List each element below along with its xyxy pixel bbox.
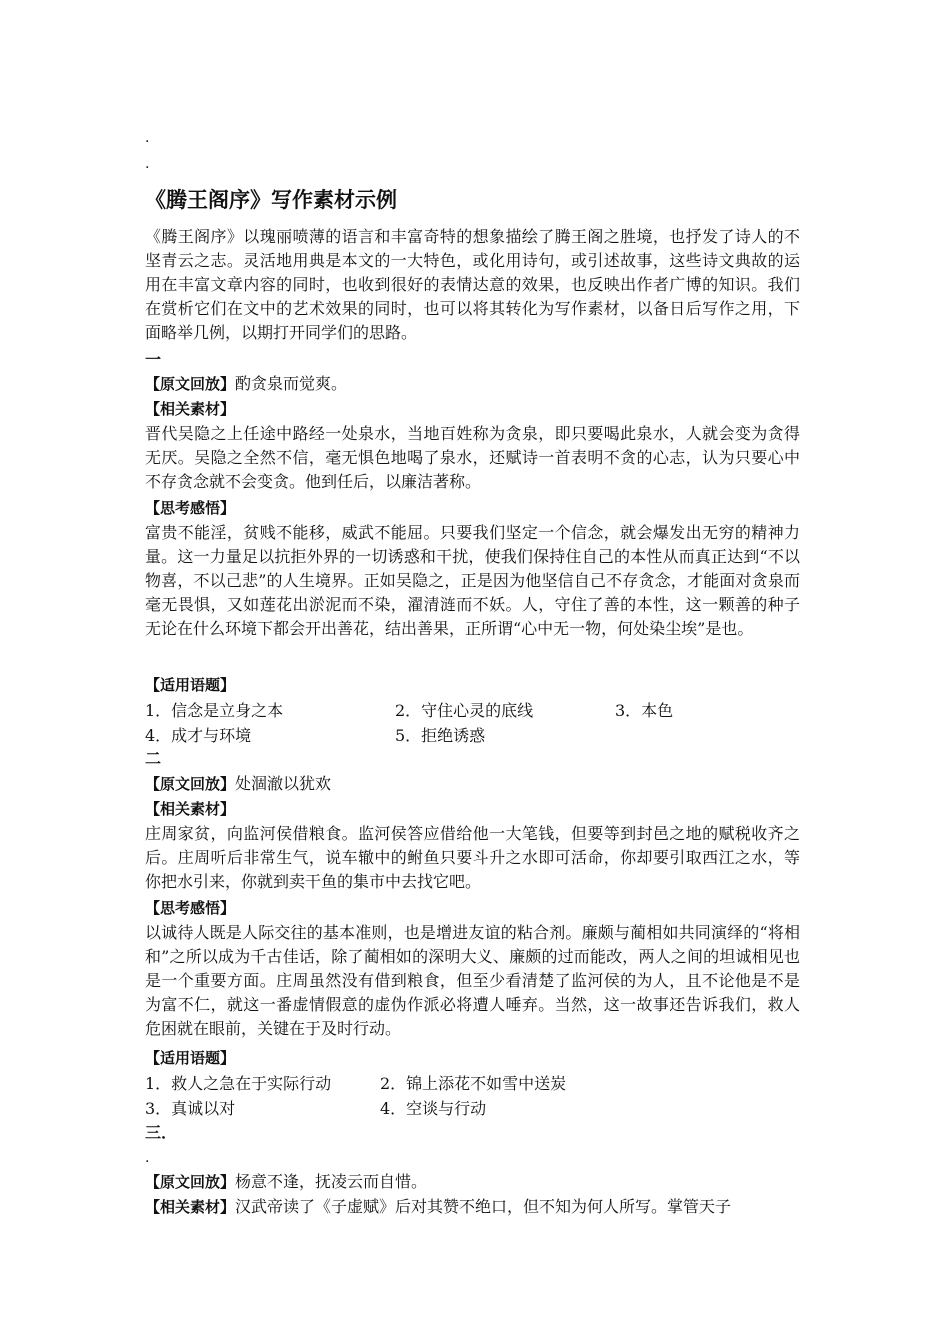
- reflection-paragraph: 富贵不能淫，贫贱不能移，威武不能屈。只要我们坚定一个信念，就会爆发出无穷的精神力量。这一力量足以抗拒外界的一切诱惑和干扰，使我们保持住自己的本性从而真正达到“不以物喜，不以己悲”的人生境界。正如吴隐之，正是因为他坚信自己不存贪念，才能面对贪泉而毫无畏惧，又如莲花出淤泥而不染，濯清涟而不妖。人，守住了善的本性，这一颗善的种子无论在什么环境下都会开出善花，结出善果，正所谓“心中无一物，何处染尘埃”是也。: [145, 523, 800, 638]
- topic-item: 1．救人之急在于实际行动: [145, 1074, 332, 1093]
- original-text-label: 【原文回放】: [145, 775, 236, 793]
- original-text-label: 【原文回放】: [145, 1173, 236, 1191]
- topic-item: 4．成才与环境: [145, 726, 252, 745]
- material-line: [145, 1195, 731, 1219]
- stray-dot: .: [145, 130, 150, 146]
- topics-label: 【适用语题】: [145, 1049, 236, 1067]
- reflection-paragraph: 以诚待人既是人际交往的基本准则，也是增进友谊的粘合剂。廉颇与蔺相如共同演绎的“将相和”之所以成为千古佳话，除了蔺相如的深明大义、廉颇的过而能改，两人之间的坦诚相见也是一个重要方面。庄周虽然没有借到粮食，但至少看清楚了监河侯的为人，且不论他是不是为富不仁，就这一番虚情假意的虚伪作派必将遭人唾弃。当然，这一故事还告诉我们，救人危困就在眼前，关键在于及时行动。: [145, 923, 800, 1038]
- original-text: 处涸澈以犹欢: [235, 774, 332, 793]
- section-number: 二: [145, 749, 162, 768]
- topic-item: 3．真诚以对: [145, 1099, 236, 1118]
- section-number: 三．: [145, 1123, 178, 1142]
- original-text: 酌贪泉而觉爽。: [235, 374, 348, 393]
- topics-label: 【适用语题】: [145, 676, 236, 694]
- topic-item: 5．拒绝诱惑: [395, 726, 486, 745]
- stray-dot: .: [145, 1150, 150, 1166]
- original-text-line: [145, 1170, 427, 1194]
- topic-item: 2．守住心灵的底线: [395, 701, 534, 720]
- topic-item: 1．信念是立身之本: [145, 701, 284, 720]
- material-label: 【相关素材】: [145, 400, 236, 418]
- document-title: 《腾王阁序》写作素材示例: [145, 188, 397, 212]
- original-text-line: [145, 372, 347, 396]
- stray-dot: .: [145, 156, 150, 172]
- topic-item: 2．锦上添花不如雪中送炭: [380, 1074, 567, 1093]
- original-text-line: [145, 772, 331, 796]
- material-text: 汉武帝读了《子虚赋》后对其赞不绝口，但不知为何人所写。掌管天子: [235, 1197, 732, 1216]
- topic-item: 4．空谈与行动: [380, 1099, 487, 1118]
- original-text-label: 【原文回放】: [145, 375, 236, 393]
- material-paragraph: 晋代吴隐之上任途中路经一处泉水，当地百姓称为贪泉，即只要喝此泉水，人就会变为贪得无厌。吴隐之全然不信，毫无惧色地喝了泉水，还赋诗一首表明不贪的心志，认为只要心中不存贪念就不会变贪。他到任后，以廉洁著称。: [145, 424, 800, 491]
- material-paragraph: 庄周家贫，向监河侯借粮食。监河侯答应借给他一大笔钱，但要等到封邑之地的赋税收齐之后。庄周听后非常生气，说车辙中的鲋鱼只要斗升之水即可活命，你却要引取西江之水，等你把水引来，你就到卖干鱼的集市中去找它吧。: [145, 824, 800, 891]
- topic-item: 3．本色: [615, 701, 674, 720]
- intro-paragraph: 《腾王阁序》以瑰丽喷薄的语言和丰富奇特的想象描绘了腾王阁之胜境，也抒发了诗人的不坚青云之志。灵活地用典是本文的一大特色，或化用诗句，或引述故事，这些诗文典故的运用在丰富文章内容的同时，也收到很好的表情达意的效果，也反映出作者广博的知识。我们在赏析它们在文中的艺术效果的同时，也可以将其转化为写作素材，以备日后写作之用，下面略举几例，以期打开同学们的思路。: [145, 227, 800, 342]
- material-label: 【相关素材】: [145, 1198, 236, 1216]
- reflection-label: 【思考感悟】: [145, 899, 236, 917]
- material-label: 【相关素材】: [145, 800, 236, 818]
- reflection-label: 【思考感悟】: [145, 499, 236, 517]
- section-number: 一: [145, 350, 162, 369]
- original-text: 杨意不逢，抚凌云而自惜。: [235, 1172, 428, 1191]
